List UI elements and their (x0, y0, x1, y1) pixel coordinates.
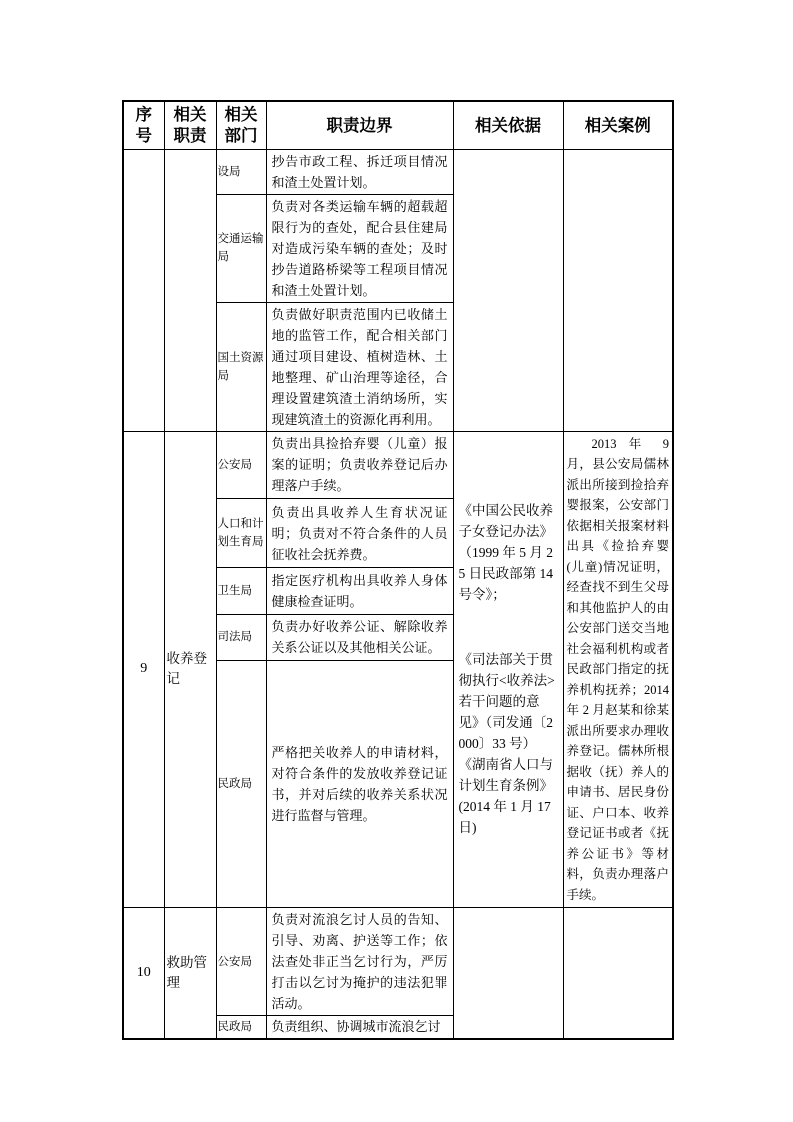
dept-cell: 公安局 (216, 908, 266, 1016)
boundary-cell: 严格把关收养人的申请材料，对符合条件的发放收养登记证书，并对后续的收养关系状况进行监督与管理。 (266, 660, 453, 907)
dept-cell: 卫生局 (216, 568, 266, 614)
boundary-cell: 负责办好收养公证、解除收养关系公证以及其他相关公证。 (266, 614, 453, 660)
dept-cell: 公安局 (216, 431, 266, 499)
table-row (123, 908, 673, 1016)
boundary-cell: 负责做好职责范围内已收储土地的监管工作，配合相关部门通过项目建设、植树造林、土地整理、矿山治理等途径，合理设置建筑渣土消纳场所，实现建筑渣土的资源化再利用。 (266, 302, 453, 431)
basis-paragraph: 《司法部关于贯彻执行<收养法>若干问题的意见》（司发通〔2000〕33 号） (458, 652, 555, 752)
header-cell-basis: 相关依据 (453, 101, 563, 149)
dept-cell: 人口和计划生育局 (216, 499, 266, 568)
header-cell-seq: 序号 (123, 101, 164, 149)
basis-paragraph: 《湖南省人口与计划生育条例》(2014 年 1 月 17 日) (458, 757, 553, 836)
boundary-cell: 负责对流浪乞讨人员的告知、引导、劝离、护送等工作；依法查处非正当乞讨行为，严厉打击以乞讨为掩护的违法犯罪活动。 (266, 908, 453, 1016)
basis-cell-9 (453, 431, 563, 908)
basis-paragraph: 《中国公民收养子女登记办法》（1999 年 5 月 25 日民政部第 14 号令》； (458, 503, 553, 603)
seq-cell-block8 (123, 149, 164, 431)
case-paragraph: 2013 年 9 月，县公安局儒林派出所接到捡拾弃婴报案，公安部门依据相关报案材料出具《捡拾弃婴(儿童)情况证明，经查找不到生父母和其他监护人的由公安部门送交当地社会福利机构或者民政部门指定的抚养机构抚养；2014 年 2 月赵某和徐某派出所要求办理收养登记。儒林所根据收（抚）养人的申请书、居民身份证、户口本、收养登记证书或者《抚养公证书》等材料，负责办理落户手续。 (566, 436, 669, 902)
table-row (123, 431, 673, 499)
boundary-cell: 负责出具捡拾弃婴（儿童）报案的证明；负责收养登记后办理落户手续。 (266, 431, 453, 499)
case-cell-block8 (563, 149, 673, 431)
boundary-cell: 负责出具收养人生育状况证明；负责对不符合条件的人员征收社会抚养费。 (266, 499, 453, 568)
duty-cell-9: 收养登记 (164, 431, 216, 908)
seq-cell-10: 10 (123, 908, 164, 1039)
header-cell-duty: 相关职责 (164, 101, 216, 149)
basis-cell-block8 (453, 149, 563, 431)
duty-cell-block8 (164, 149, 216, 431)
boundary-cell: 抄告市政工程、拆迁项目情况和渣土处置计划。 (266, 149, 453, 194)
seq-cell-9: 9 (123, 431, 164, 908)
header-cell-dept: 相关部门 (216, 101, 266, 149)
header-cell-case: 相关案例 (563, 101, 673, 149)
dept-cell: 司法局 (216, 614, 266, 660)
boundary-cell: 指定医疗机构出具收养人身体健康检查证明。 (266, 568, 453, 614)
dept-cell: 国土资源局 (216, 302, 266, 431)
dept-cell: 设局 (216, 149, 266, 194)
dept-cell: 民政局 (216, 1016, 266, 1039)
table-row (123, 149, 673, 194)
boundary-cell: 负责组织、协调城市流浪乞讨 (266, 1016, 453, 1039)
dept-cell: 民政局 (216, 660, 266, 907)
case-cell-9 (563, 431, 673, 908)
case-cell-10 (563, 908, 673, 1039)
basis-cell-10 (453, 908, 563, 1039)
header-cell-boundary: 职责边界 (266, 101, 453, 149)
duty-cell-10: 救助管理 (164, 908, 216, 1039)
boundary-cell: 负责对各类运输车辆的超载超限行为的查处，配合县住建局对造成污染车辆的查处；及时抄告道路桥梁等工程项目情况和渣土处置计划。 (266, 194, 453, 302)
dept-cell: 交通运输局 (216, 194, 266, 302)
responsibility-boundary-table (122, 100, 674, 1040)
